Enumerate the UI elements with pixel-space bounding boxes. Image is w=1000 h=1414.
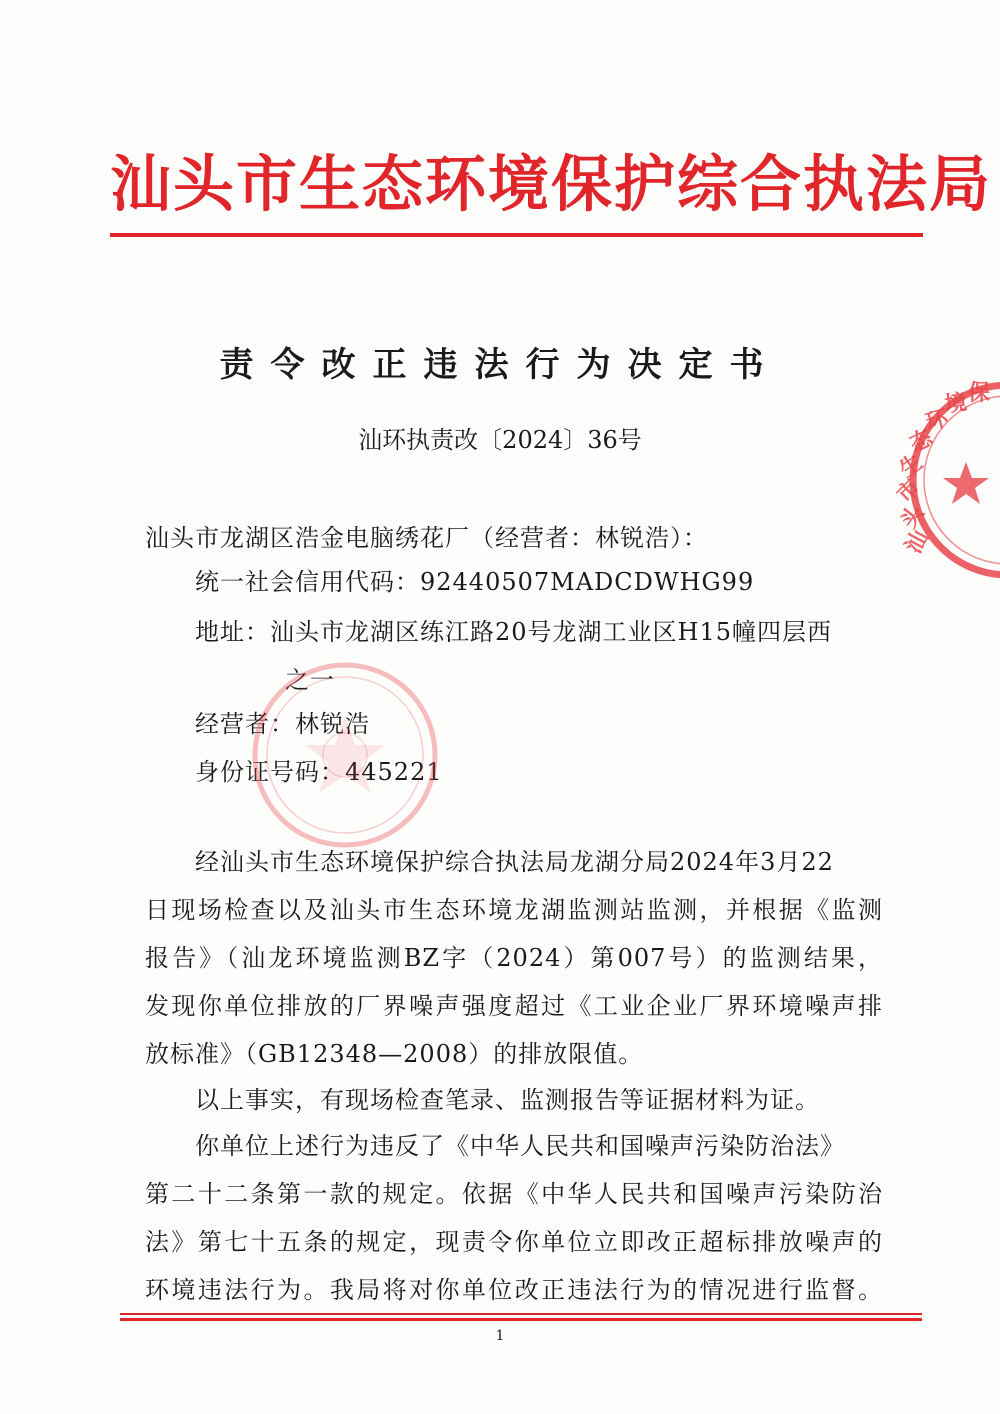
footer-rule-thin <box>120 1313 922 1315</box>
paragraph-1-line-2: 日现场检查以及汕头市生态环境龙湖监测站监测，并根据《监测 <box>145 896 883 924</box>
paragraph-1-line-1: 经汕头市生态环境保护综合执法局龙湖分局2024年3月22 <box>195 848 834 876</box>
svg-text:头: 头 <box>896 501 930 534</box>
agency-header: 汕头市生态环境保护综合执法局 <box>110 149 993 220</box>
document-title: 责令改正违法行为决定书 <box>219 345 781 385</box>
paragraph-2: 以上事实，有现场检查笔录、监测报告等证据材料为证。 <box>195 1086 820 1114</box>
svg-text:生: 生 <box>895 449 928 483</box>
header-rule <box>110 233 923 237</box>
svg-text:汕: 汕 <box>901 526 934 558</box>
page-number: 1 <box>495 1328 505 1344</box>
paragraph-3-line-1: 你单位上述行为违反了《中华人民共和国噪声污染防治法》 <box>195 1132 845 1160</box>
footer-rule-thick <box>120 1318 922 1321</box>
paragraph-3-line-2: 第二十二条第一款的规定。依据《中华人民共和国噪声污染防治 <box>145 1180 883 1208</box>
svg-text:态: 态 <box>905 425 937 458</box>
paragraph-1-line-5: 放标准》（GB12348—2008）的排放限值。 <box>145 1040 644 1068</box>
paragraph-3-line-4: 环境违法行为。我局将对你单位改正违法行为的情况进行监督。 <box>145 1276 883 1304</box>
id-number: 身份证号码：445221 <box>195 758 443 786</box>
operator: 经营者：林锐浩 <box>195 710 370 738</box>
svg-text:境: 境 <box>943 390 969 418</box>
paragraph-3-line-3: 法》第七十五条的规定，现责令你单位立即改正超标排放噪声的 <box>145 1228 883 1256</box>
address-line-2: 之一 <box>285 666 335 694</box>
official-seal-icon <box>860 380 1000 590</box>
paragraph-1-line-3: 报告》（汕龙环境监测BZ字（2024）第007号）的监测结果， <box>145 944 883 972</box>
recipient: 汕头市龙湖区浩金电脑绣花厂（经营者：林锐浩）： <box>145 524 708 552</box>
partial-seal-icon <box>245 655 445 855</box>
svg-text:市: 市 <box>892 474 926 509</box>
credit-code: 统一社会信用代码：92440507MADCDWHG99 <box>195 568 755 596</box>
paragraph-1-line-4: 发现你单位排放的厂界噪声强度超过《工业企业厂界环境噪声排 <box>145 992 883 1020</box>
address-line-1: 地址：汕头市龙湖区练江路20号龙湖工业区H15幢四层西 <box>195 618 833 646</box>
document-number: 汕环执责改〔2024〕36号 <box>358 426 642 454</box>
svg-text:保: 保 <box>968 381 991 406</box>
svg-text:环: 环 <box>923 405 951 436</box>
